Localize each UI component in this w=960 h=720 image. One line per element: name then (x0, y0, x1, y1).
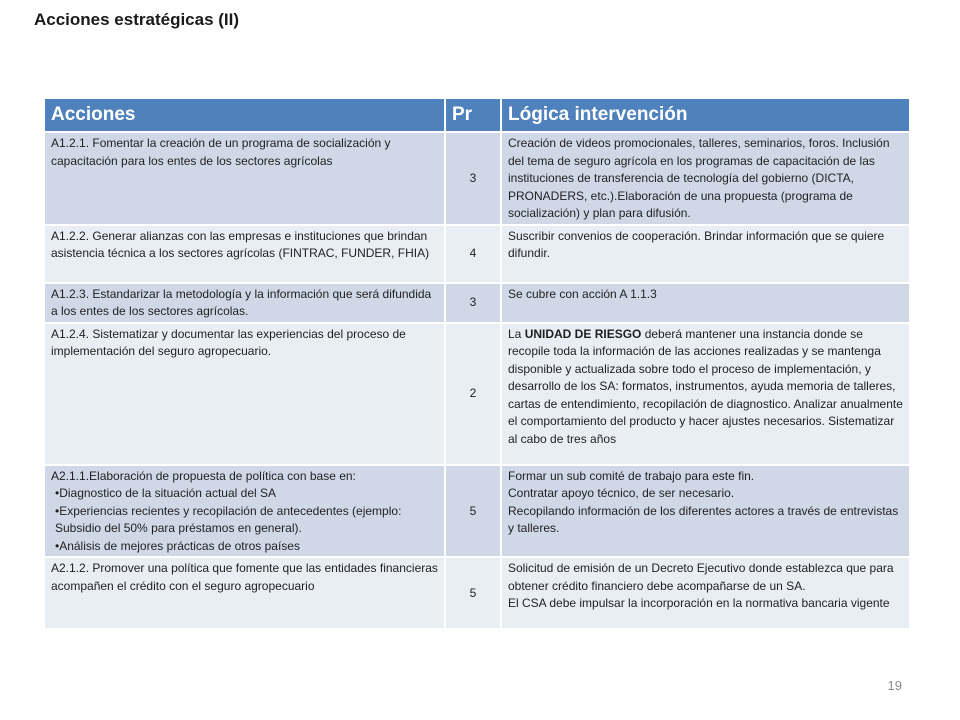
accion-intro: A2.1.1.Elaboración de propuesta de política con base en: (51, 468, 356, 483)
accion-bullet-list (51, 485, 438, 555)
table-row (45, 466, 909, 557)
cell-logica: Creación de videos promocionales, talleres, seminarios, foros. Inclusión del tema de seguro agrícola en los programas de capacitación de las instituciones de transferencia de tecnología del gobierno (DICTA, PRONADERS, etc.).Elaboración de una propuesta (programa de socialización) y plan para difusión. (502, 133, 909, 224)
unidad-de-riesgo-label: UNIDAD DE RIESGO (524, 326, 642, 341)
logica-line: Formar un sub comité de trabajo para este fin. (508, 468, 755, 483)
cell-pr: 2 (446, 324, 500, 464)
logica-line: Contratar apoyo técnico, de ser necesario. (508, 486, 735, 500)
logica-line: Recopilando información de los diferentes actores a través de entrevistas y talleres. (508, 503, 899, 535)
cell-logica: Suscribir convenios de cooperación. Brindar información que se quiere difundir. (502, 226, 909, 282)
cell-accion: A1.2.1. Fomentar la creación de un programa de socialización y capacitación para los entes de los sectores agrícolas (45, 133, 444, 224)
header-acciones: Acciones (45, 99, 444, 131)
logica-line: Solicitud de emisión de un Decreto Ejecutivo donde establezca que para obtener crédito financiero debe acompañarse de un SA. (508, 561, 894, 593)
table-row (45, 558, 909, 628)
cell-accion: A2.1.2. Promover una política que fomente que las entidades financieras acompañen el crédito con el seguro agropecuario (45, 558, 444, 628)
logica-line: El CSA debe impulsar la incorporación en la normativa bancaria vigente (508, 596, 890, 610)
header-pr: Pr (446, 99, 500, 131)
actions-table (43, 97, 911, 630)
cell-pr: 3 (446, 133, 500, 224)
logica-text-post: deberá mantener una instancia donde se recopile toda la información de las acciones realizadas y se mantenga disponible y actualizada sobre todo el proceso de implementación, y desarrollo de los SA: formatos, instrumentos, ayuda memoria de talleres, cartas de entendimiento, recopilación de diagnostico. Analizar anualmente el comportamiento del producto y hacer ajustes necesarios. Sistematizar al cabo de tres años (508, 326, 903, 446)
bullet-item: • Experiencias recientes y recopilación de antecedentes (ejemplo: Subsidio del 50% para préstamos en general). (55, 503, 438, 538)
cell-pr: 5 (446, 466, 500, 557)
cell-logica (502, 558, 909, 628)
logica-text-pre: La (508, 326, 525, 341)
cell-pr: 5 (446, 558, 500, 628)
table-row (45, 284, 909, 322)
cell-accion: A1.2.2. Generar alianzas con las empresas e instituciones que brindan asistencia técnica a los sectores agrícolas (FINTRAC, FUNDER, FHIA) (45, 226, 444, 282)
header-logica-intervencion: Lógica intervención (502, 99, 909, 131)
cell-accion (45, 466, 444, 557)
bullet-item: • Diagnostico de la situación actual del SA (55, 485, 438, 503)
cell-logica (502, 324, 909, 464)
cell-pr: 3 (446, 284, 500, 322)
table-header-row (45, 99, 909, 131)
cell-accion: A1.2.4. Sistematizar y documentar las experiencias del proceso de implementación del seguro agropecuario. (45, 324, 444, 464)
cell-logica: Se cubre con acción A 1.1.3 (502, 284, 909, 322)
cell-accion: A1.2.3. Estandarizar la metodología y la información que será difundida a los entes de los sectores agrícolas. (45, 284, 444, 322)
table-row (45, 324, 909, 464)
page-number: 19 (887, 678, 902, 693)
table-row (45, 133, 909, 224)
cell-pr: 4 (446, 226, 500, 282)
cell-logica (502, 466, 909, 557)
bullet-item: • Análisis de mejores prácticas de otros países (55, 538, 438, 556)
slide-title: Acciones estratégicas (II) (34, 10, 240, 29)
table-row (45, 226, 909, 282)
